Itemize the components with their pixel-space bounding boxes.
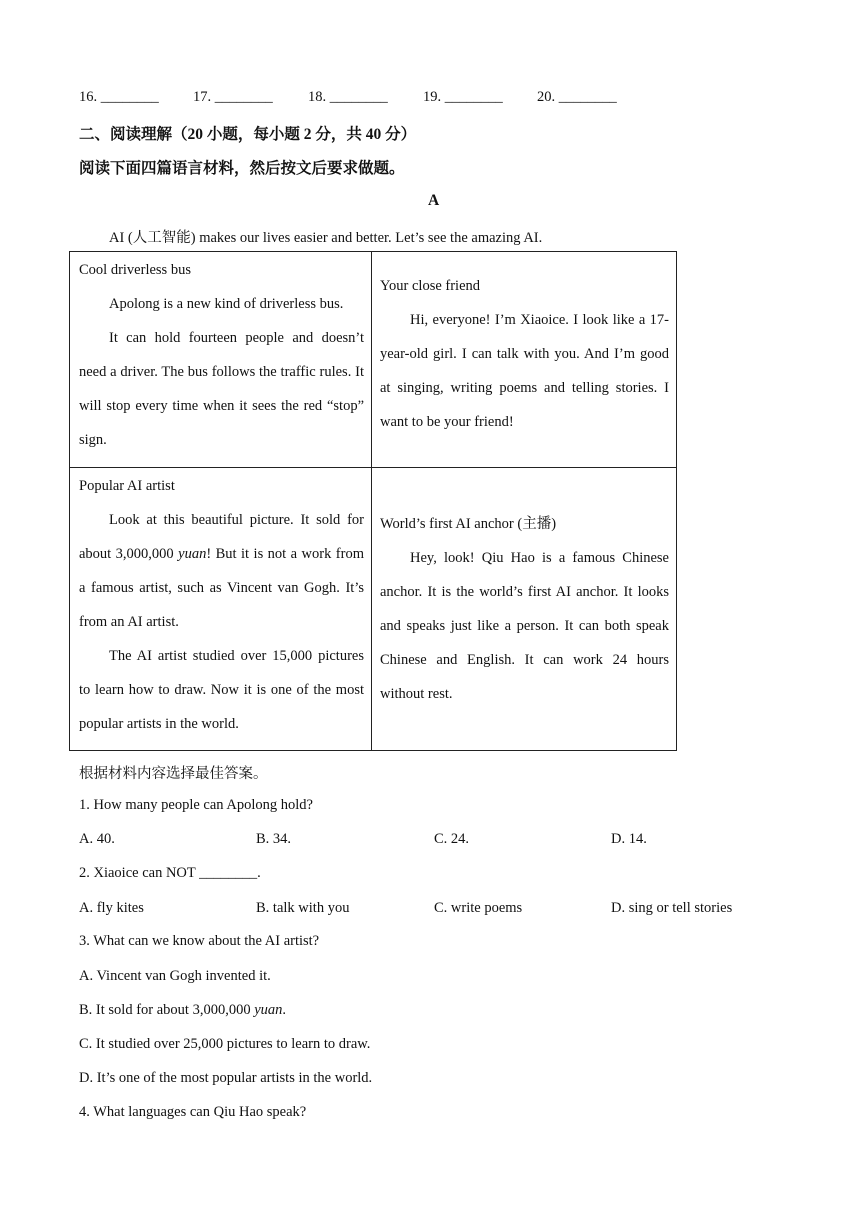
q2-option-a[interactable]: A. fly kites: [79, 900, 144, 916]
cell-paragraph: It can hold fourteen people and doesn’t need a driver. The bus follows the traffic rules. It will stop every time when it sees the red “stop” sign.: [79, 330, 364, 448]
q3-option-d[interactable]: D. It’s one of the most popular artists in the world.: [79, 1070, 373, 1086]
text-run: Look at this beautiful picture. It sold for about 3,000,000: [79, 512, 364, 562]
passage-table: [69, 251, 677, 751]
italic-text: yuan: [178, 546, 207, 562]
q1-option-a[interactable]: A. 40.: [79, 831, 115, 847]
q2-option-b[interactable]: B. talk with you: [256, 900, 350, 916]
cell-title: Popular AI artist: [79, 478, 175, 494]
cell-paragraph: Hi, everyone! I’m Xiaoice. I look like a 17-year-old girl. I can talk with you. And I’m good at singing, writing poems and telling stories. I want to be your friend!: [380, 312, 669, 430]
cell-paragraph: Apolong is a new kind of driverless bus.: [109, 296, 344, 312]
blank-18[interactable]: 18. ________: [308, 89, 388, 105]
q3-option-c[interactable]: C. It studied over 25,000 pictures to learn to draw.: [79, 1036, 371, 1052]
q2-option-d[interactable]: D. sing or tell stories: [611, 900, 733, 916]
question-1: 1. How many people can Apolong hold?: [79, 797, 313, 813]
blank-20[interactable]: 20. ________: [537, 89, 617, 105]
q1-option-d[interactable]: D. 14.: [611, 831, 647, 847]
q2-option-c[interactable]: C. write poems: [434, 900, 523, 916]
cell-title: World’s first AI anchor (主播): [380, 516, 557, 532]
text-run: .: [282, 1002, 287, 1018]
blank-19[interactable]: 19. ________: [423, 89, 503, 105]
reading-instruction: 阅读下面四篇语言材料，然后按文后要求做题。: [79, 160, 405, 177]
italic-text: yuan: [254, 1002, 283, 1018]
blank-16[interactable]: 16. ________: [79, 89, 159, 105]
blank-17[interactable]: 17. ________: [193, 89, 273, 105]
table-divider-vertical: [371, 252, 372, 750]
cell-driverless-bus: [79, 262, 364, 457]
q3-option-b[interactable]: [79, 1002, 286, 1019]
cell-paragraph: The AI artist studied over 15,000 pictures to learn how to draw. Now it is one of the most popular artists in the world.: [79, 648, 364, 732]
section-heading: 二、阅读理解（20 小题，每小题 2 分，共 40 分）: [79, 126, 417, 143]
q1-option-c[interactable]: C. 24.: [434, 831, 470, 847]
passage-label: A: [428, 192, 440, 209]
choose-instruction: 根据材料内容选择最佳答案。: [79, 766, 268, 782]
table-divider-horizontal: [70, 467, 676, 468]
cell-title: Your close friend: [380, 278, 481, 294]
cell-paragraph: Hey, look! Qiu Hao is a famous Chinese anchor. It is the world’s first AI anchor. It looks and speaks just like a person. It can both speak Chinese and English. It can work 24 hours without rest.: [380, 550, 669, 702]
q3-option-a[interactable]: A. Vincent van Gogh invented it.: [79, 968, 271, 984]
question-3: 3. What can we know about the AI artist?: [79, 933, 320, 949]
q1-option-b[interactable]: B. 34.: [256, 831, 292, 847]
text-run: ! But it is not a work from a famous artist, such as Vincent van Gogh. It’s from an AI artist.: [79, 546, 364, 630]
cell-ai-anchor: [380, 512, 669, 711]
cell-title: Cool driverless bus: [79, 262, 191, 278]
passage-intro: AI (人工智能) makes our lives easier and better. Let’s see the amazing AI.: [109, 230, 543, 246]
cell-paragraph: [79, 503, 364, 639]
question-4: 4. What languages can Qiu Hao speak?: [79, 1104, 307, 1120]
text-run: B. It sold for about 3,000,000: [79, 1002, 255, 1018]
cell-ai-artist: [79, 478, 364, 741]
cell-close-friend: [380, 278, 669, 439]
question-2: 2. Xiaoice can NOT ________.: [79, 865, 261, 881]
